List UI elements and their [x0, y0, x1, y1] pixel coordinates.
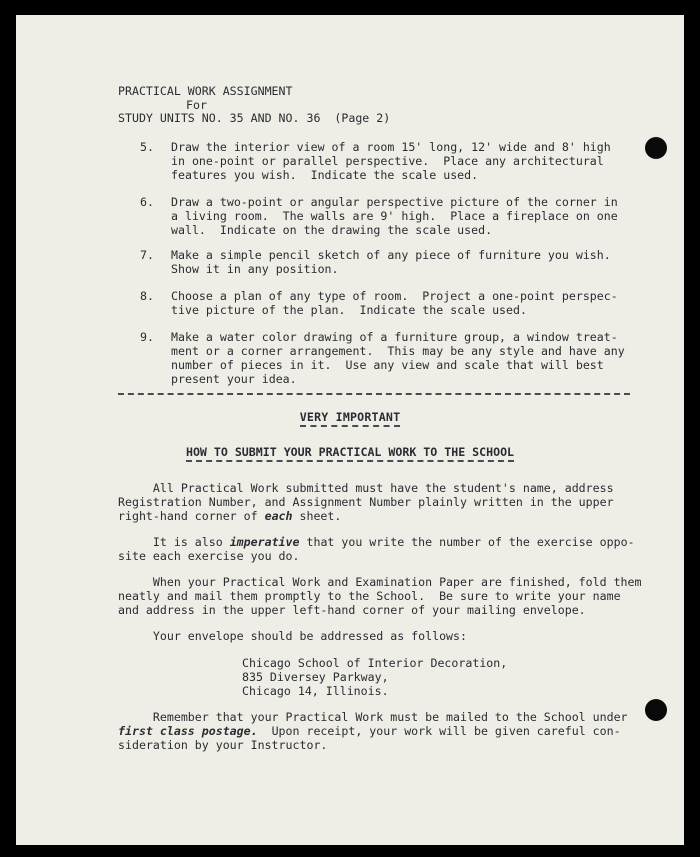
punch-hole-top: [645, 137, 667, 159]
header-line-1: PRACTICAL WORK ASSIGNMENT: [118, 84, 293, 98]
header-line-2: For: [186, 98, 207, 112]
header-line-3: STUDY UNITS NO. 35 AND NO. 36 (Page 2): [118, 111, 391, 125]
paragraph-line: All Practical Work submitted must have the student's name, address: [118, 481, 614, 495]
how-to-submit-heading: HOW TO SUBMIT YOUR PRACTICAL WORK TO THE SCHOOL: [16, 446, 684, 460]
exercise-number: 9.: [140, 330, 154, 344]
paragraph-line: neatly and mail them promptly to the School. Be sure to write your name: [118, 589, 621, 603]
exercise-text: Make a water color drawing of a furniture group, a window treat-: [171, 330, 618, 344]
exercise-number: 7.: [140, 248, 154, 262]
exercise-text: ment or a corner arrangement. This may be any style and have any: [171, 344, 625, 358]
paragraph-line: and address in the upper left-hand corner of your mailing envelope.: [118, 603, 586, 617]
exercise-number: 6.: [140, 195, 154, 209]
exercise-number: 8.: [140, 289, 154, 303]
exercise-text: tive picture of the plan. Indicate the scale used.: [171, 303, 527, 317]
address-line: Chicago 14, Illinois.: [242, 684, 389, 698]
address-line: 835 Diversey Parkway,: [242, 670, 389, 684]
exercise-text: Draw the interior view of a room 15' long, 12' wide and 8' high: [171, 140, 611, 154]
exercise-text: wall. Indicate on the drawing the scale used.: [171, 223, 493, 237]
exercise-text: in one-point or parallel perspective. Place any architectural: [171, 154, 604, 168]
paragraph-line: Remember that your Practical Work must be mailed to the School under: [118, 710, 628, 724]
paragraph-line: site each exercise you do.: [118, 549, 300, 563]
paragraph-line: Registration Number, and Assignment Number plainly written in the upper: [118, 495, 614, 509]
exercise-number: 5.: [140, 140, 154, 154]
exercise-text: Choose a plan of any type of room. Project a one-point perspec-: [171, 289, 618, 303]
paragraph-line: Your envelope should be addressed as follows:: [118, 629, 468, 643]
address-line: Chicago School of Interior Decoration,: [242, 656, 508, 670]
punch-hole-bottom: [645, 699, 667, 721]
paragraph-line: When your Practical Work and Examination Paper are finished, fold them: [118, 575, 642, 589]
exercise-text: Draw a two-point or angular perspective picture of the corner in: [171, 195, 618, 209]
paragraph-line: It is also imperative that you write the number of the exercise oppo-: [118, 535, 635, 549]
paragraph-line: first class postage. Upon receipt, your work will be given careful con-: [118, 724, 621, 738]
document-page: [16, 15, 684, 845]
exercise-text: number of pieces in it. Use any view and scale that will best: [171, 358, 604, 372]
exercise-text: Make a simple pencil sketch of any piece of furniture you wish.: [171, 248, 611, 262]
exercise-text: features you wish. Indicate the scale used.: [171, 168, 479, 182]
exercise-text: a living room. The walls are 9' high. Place a fireplace on one: [171, 209, 618, 223]
exercise-text: present your idea.: [171, 372, 297, 386]
very-important-heading: VERY IMPORTANT: [16, 411, 684, 425]
dashed-divider: [118, 393, 630, 395]
exercise-text: Show it in any position.: [171, 262, 339, 276]
paragraph-line: right-hand corner of each sheet.: [118, 509, 342, 523]
paragraph-line: sideration by your Instructor.: [118, 738, 328, 752]
